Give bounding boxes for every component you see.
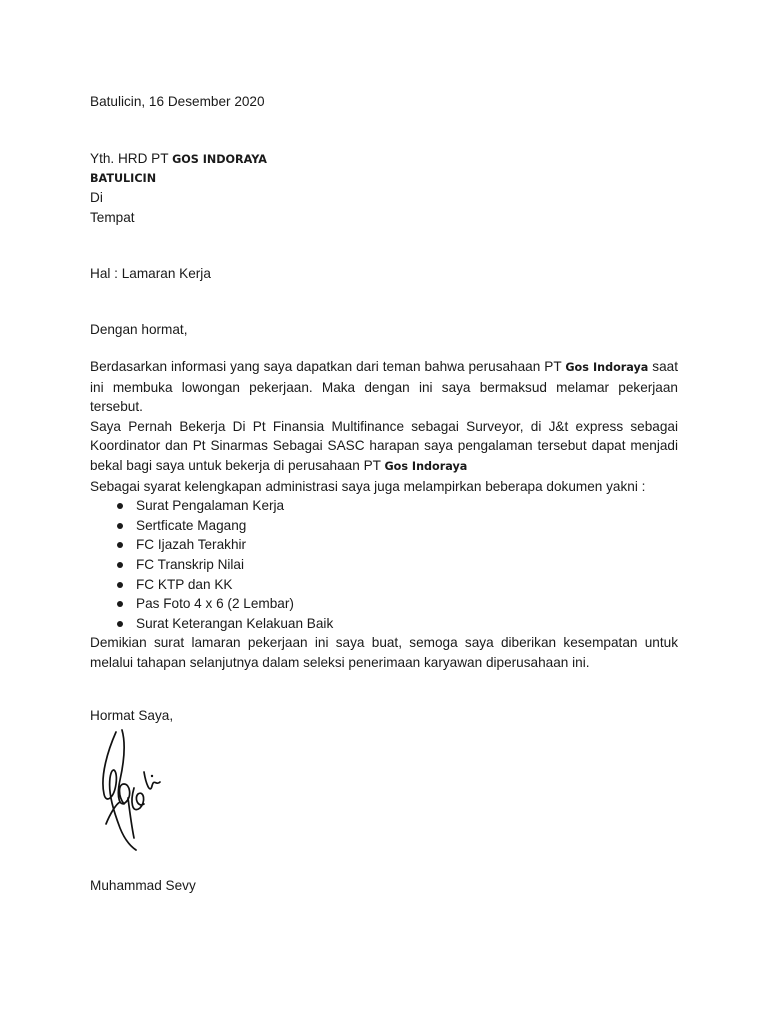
signature [94,728,184,853]
list-item: Surat Keterangan Kelakuan Baik [90,614,678,634]
sign-off: Hormat Saya, [90,708,174,723]
recipient-line [90,149,267,170]
subject-line: Hal : Lamaran Kerja [90,266,211,281]
recipient-company: GOS INDORAYA [172,153,267,166]
body-paragraph-1: Berdasarkan informasi yang saya dapatkan dari teman bahwa perusahaan PT Gos Indoraya saat ini membuka lowongan pekerjaan. Maka dengan ini saya bermaksud melamar pekerjaan tersebut. [90,359,678,415]
list-item: Pas Foto 4 x 6 (2 Lembar) [90,594,678,614]
place-date: Batulicin, 16 Desember 2020 [90,94,265,109]
list-item: Surat Pengalaman Kerja [90,496,678,516]
list-item: FC KTP dan KK [90,575,678,595]
salutation: Dengan hormat, [90,322,188,337]
body-paragraph-2: Saya Pernah Bekerja Di Pt Finansia Multifinance sebagai Surveyor, di J&t express sebagai Koordinator dan Pt Sinarmas Sebagai SASC harapan saya pengalaman tersebut dapat menjadi bekal bagi saya untuk bekerja di perusahaan PT Gos Indoraya [90,418,678,473]
recipient-city: BATULICIN [90,172,157,185]
closing-paragraph: Demikian surat lamaran pekerjaan ini saya buat, semoga saya diberikan kesempatan untuk melalui tahapan selanjutnya dalam seleksi penerimaan karyawan diperusahaan ini. [90,635,678,670]
body-paragraph-3: Sebagai syarat kelengkapan administrasi saya juga melampirkan beberapa dokumen yakni : [90,478,646,494]
recipient-prefix: Yth. HRD PT [90,151,173,166]
signer-name: Muhammad Sevy [90,878,196,893]
list-item: FC Ijazah Terakhir [90,535,678,555]
company-name: Gos Indoraya [565,361,649,374]
recipient-di: Di [90,190,103,205]
list-item: Sertficate Magang [90,516,678,536]
letter-body [90,357,678,673]
company-name: Gos Indoraya [384,459,468,473]
list-item: FC Transkrip Nilai [90,555,678,575]
document-list [90,496,678,633]
recipient-tempat: Tempat [90,210,135,225]
